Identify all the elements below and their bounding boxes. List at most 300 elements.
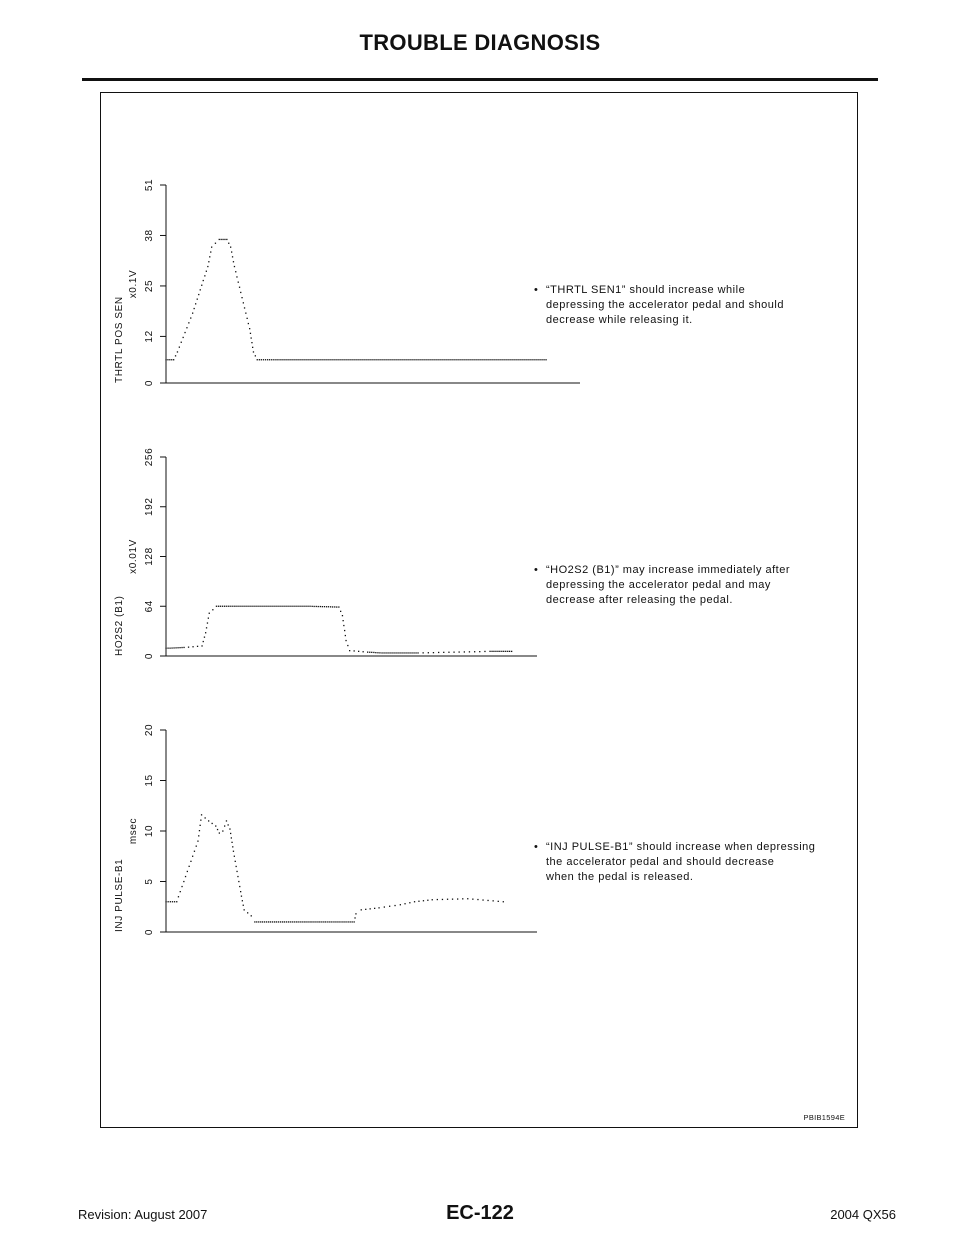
data-point bbox=[186, 327, 187, 328]
data-point bbox=[415, 652, 416, 653]
data-point bbox=[403, 359, 404, 360]
data-point bbox=[300, 921, 301, 922]
data-point bbox=[232, 606, 233, 607]
data-point bbox=[519, 359, 520, 360]
data-point bbox=[387, 359, 388, 360]
data-point bbox=[330, 606, 331, 607]
data-point bbox=[243, 606, 244, 607]
data-point bbox=[383, 359, 384, 360]
data-point bbox=[491, 651, 492, 652]
data-point bbox=[201, 814, 202, 815]
data-point bbox=[413, 652, 414, 653]
data-point bbox=[228, 606, 229, 607]
data-point bbox=[343, 625, 344, 626]
y-tick-label: 38 bbox=[144, 229, 155, 242]
y-tick-label: 128 bbox=[144, 547, 155, 566]
data-point bbox=[344, 630, 345, 631]
data-point bbox=[371, 652, 372, 653]
data-point bbox=[220, 606, 221, 607]
data-point bbox=[405, 652, 406, 653]
data-point bbox=[298, 921, 299, 922]
data-point bbox=[263, 606, 264, 607]
data-point bbox=[318, 606, 319, 607]
data-point bbox=[281, 359, 282, 360]
data-point bbox=[358, 651, 359, 652]
data-point bbox=[431, 359, 432, 360]
data-point bbox=[393, 652, 394, 653]
note-bullet: • bbox=[534, 564, 539, 576]
data-point bbox=[385, 652, 386, 653]
data-point bbox=[455, 359, 456, 360]
data-point bbox=[179, 647, 180, 648]
footer-revision: Revision: August 2007 bbox=[78, 1207, 208, 1222]
data-point bbox=[200, 289, 201, 290]
data-point bbox=[240, 891, 241, 892]
data-point bbox=[243, 302, 244, 303]
data-point bbox=[459, 651, 460, 652]
data-point bbox=[189, 866, 190, 867]
y-tick-label: 10 bbox=[144, 824, 155, 838]
data-point bbox=[457, 898, 458, 899]
data-point bbox=[419, 359, 420, 360]
data-point bbox=[375, 652, 376, 653]
data-point bbox=[479, 651, 480, 652]
data-point bbox=[209, 613, 210, 614]
data-point bbox=[374, 908, 375, 909]
data-point bbox=[206, 627, 207, 628]
data-point bbox=[415, 359, 416, 360]
data-point bbox=[315, 921, 316, 922]
data-point bbox=[201, 285, 202, 286]
data-point bbox=[239, 606, 240, 607]
data-point bbox=[239, 287, 240, 288]
data-point bbox=[395, 652, 396, 653]
axis-unit-label: x0.1V bbox=[128, 269, 139, 299]
data-point bbox=[284, 921, 285, 922]
data-point bbox=[435, 359, 436, 360]
data-point bbox=[449, 359, 450, 360]
data-point bbox=[285, 606, 286, 607]
data-point bbox=[168, 901, 169, 902]
data-point bbox=[232, 256, 233, 257]
data-point bbox=[452, 899, 453, 900]
data-point bbox=[198, 835, 199, 836]
data-point bbox=[242, 900, 243, 901]
data-point bbox=[179, 347, 180, 348]
data-point bbox=[230, 833, 231, 834]
note-text: “INJ PULSE-B1” should increase when depressing the accelerator pedal and should decrease when the pedal is released. bbox=[546, 841, 816, 883]
data-point bbox=[293, 359, 294, 360]
data-point bbox=[241, 606, 242, 607]
data-point bbox=[212, 609, 213, 610]
data-point bbox=[323, 359, 324, 360]
data-point bbox=[507, 359, 508, 360]
data-point bbox=[311, 359, 312, 360]
data-point bbox=[265, 359, 266, 360]
data-point bbox=[273, 606, 274, 607]
data-point bbox=[210, 251, 211, 252]
data-point bbox=[541, 359, 542, 360]
data-point bbox=[501, 359, 502, 360]
data-point bbox=[474, 651, 475, 652]
data-point bbox=[322, 606, 323, 607]
data-point bbox=[173, 647, 174, 648]
data-point bbox=[237, 606, 238, 607]
data-point bbox=[230, 247, 231, 248]
y-tick-label: 20 bbox=[144, 723, 155, 737]
page-title: TROUBLE DIAGNOSIS bbox=[359, 30, 601, 55]
data-point bbox=[207, 622, 208, 623]
data-point bbox=[432, 899, 433, 900]
data-point bbox=[411, 359, 412, 360]
data-point bbox=[378, 907, 379, 908]
data-point bbox=[171, 647, 172, 648]
data-point bbox=[511, 651, 512, 652]
axis-name-label: HO2S2 (B1) bbox=[114, 595, 125, 656]
y-tick-label: 51 bbox=[144, 178, 155, 192]
data-point bbox=[483, 359, 484, 360]
data-point bbox=[357, 359, 358, 360]
data-point bbox=[297, 359, 298, 360]
data-point bbox=[427, 359, 428, 360]
data-point bbox=[198, 294, 199, 295]
data-point bbox=[249, 606, 250, 607]
data-point bbox=[384, 906, 385, 907]
data-point bbox=[291, 359, 292, 360]
data-point bbox=[190, 317, 191, 318]
data-point bbox=[477, 899, 478, 900]
data-point bbox=[521, 359, 522, 360]
data-point bbox=[244, 307, 245, 308]
data-point bbox=[287, 359, 288, 360]
data-point bbox=[347, 359, 348, 360]
data-point bbox=[499, 359, 500, 360]
axis-name-label: THRTL POS SEN bbox=[114, 296, 125, 383]
data-point bbox=[216, 606, 217, 607]
data-point bbox=[217, 829, 218, 830]
data-point bbox=[231, 837, 232, 838]
data-point bbox=[288, 921, 289, 922]
data-point bbox=[309, 359, 310, 360]
data-point bbox=[501, 651, 502, 652]
data-point bbox=[479, 359, 480, 360]
data-point bbox=[505, 651, 506, 652]
data-point bbox=[245, 313, 246, 314]
y-tick-label: 192 bbox=[144, 497, 155, 516]
data-point bbox=[438, 652, 439, 653]
data-point bbox=[254, 921, 255, 922]
data-point bbox=[190, 861, 191, 862]
data-point bbox=[537, 359, 538, 360]
data-point bbox=[535, 359, 536, 360]
data-point bbox=[343, 620, 344, 621]
data-point bbox=[263, 359, 264, 360]
data-point bbox=[349, 359, 350, 360]
data-point bbox=[515, 359, 516, 360]
data-point bbox=[204, 637, 205, 638]
data-point bbox=[320, 606, 321, 607]
data-point bbox=[192, 646, 193, 647]
data-point bbox=[355, 359, 356, 360]
data-point bbox=[221, 239, 222, 240]
data-point bbox=[367, 359, 368, 360]
data-point bbox=[194, 308, 195, 309]
data-point bbox=[253, 351, 254, 352]
data-point bbox=[180, 891, 181, 892]
data-point bbox=[283, 606, 284, 607]
data-point bbox=[405, 359, 406, 360]
data-point bbox=[489, 359, 490, 360]
data-point bbox=[244, 909, 245, 910]
data-point bbox=[407, 652, 408, 653]
data-point bbox=[375, 359, 376, 360]
data-point bbox=[183, 337, 184, 338]
data-point bbox=[337, 921, 338, 922]
data-point bbox=[218, 606, 219, 607]
data-point bbox=[203, 280, 204, 281]
data-point bbox=[351, 359, 352, 360]
data-point bbox=[302, 921, 303, 922]
data-point bbox=[215, 243, 216, 244]
data-point bbox=[389, 652, 390, 653]
data-point bbox=[301, 359, 302, 360]
data-point bbox=[250, 333, 251, 334]
data-point bbox=[465, 359, 466, 360]
data-point bbox=[188, 647, 189, 648]
axis-unit-label: x0.01V bbox=[128, 539, 139, 574]
data-point bbox=[264, 921, 265, 922]
data-point bbox=[397, 652, 398, 653]
data-point bbox=[543, 359, 544, 360]
data-point bbox=[226, 820, 227, 821]
data-point bbox=[245, 606, 246, 607]
data-point bbox=[226, 606, 227, 607]
data-point bbox=[257, 359, 258, 360]
data-point bbox=[469, 359, 470, 360]
data-point bbox=[177, 351, 178, 352]
data-point bbox=[222, 830, 223, 831]
data-point bbox=[443, 652, 444, 653]
data-point bbox=[251, 915, 252, 916]
data-point bbox=[231, 842, 232, 843]
data-point bbox=[206, 271, 207, 272]
data-point bbox=[165, 648, 166, 649]
data-point bbox=[403, 652, 404, 653]
data-point bbox=[325, 921, 326, 922]
data-point bbox=[414, 901, 415, 902]
data-point bbox=[294, 921, 295, 922]
data-point bbox=[236, 866, 237, 867]
data-point bbox=[167, 359, 168, 360]
data-point bbox=[222, 606, 223, 607]
data-point bbox=[379, 359, 380, 360]
data-point bbox=[215, 825, 216, 826]
y-tick-label: 256 bbox=[144, 447, 155, 467]
data-point bbox=[224, 825, 225, 826]
data-point bbox=[482, 899, 483, 900]
data-point bbox=[462, 898, 463, 899]
data-point bbox=[305, 921, 306, 922]
data-point bbox=[340, 611, 341, 612]
data-point bbox=[260, 921, 261, 922]
data-point bbox=[381, 652, 382, 653]
data-point bbox=[272, 921, 273, 922]
data-point bbox=[307, 921, 308, 922]
data-point bbox=[464, 651, 465, 652]
data-point bbox=[350, 921, 351, 922]
data-point bbox=[200, 825, 201, 826]
data-point bbox=[231, 251, 232, 252]
note-ho2s2 bbox=[534, 563, 834, 608]
data-point bbox=[533, 359, 534, 360]
data-point bbox=[400, 904, 401, 905]
data-point bbox=[275, 359, 276, 360]
data-point bbox=[513, 359, 514, 360]
data-point bbox=[204, 275, 205, 276]
data-point bbox=[321, 921, 322, 922]
data-point bbox=[409, 652, 410, 653]
data-point bbox=[507, 651, 508, 652]
data-point bbox=[175, 355, 176, 356]
data-point bbox=[345, 640, 346, 641]
data-point bbox=[425, 359, 426, 360]
data-point bbox=[251, 337, 252, 338]
data-point bbox=[342, 615, 343, 616]
data-point bbox=[289, 606, 290, 607]
data-point bbox=[307, 606, 308, 607]
data-point bbox=[313, 921, 314, 922]
data-point bbox=[309, 921, 310, 922]
data-point bbox=[369, 652, 370, 653]
data-point bbox=[241, 896, 242, 897]
data-point bbox=[311, 921, 312, 922]
data-point bbox=[297, 606, 298, 607]
data-point bbox=[477, 359, 478, 360]
data-point bbox=[178, 896, 179, 897]
data-point bbox=[493, 651, 494, 652]
data-point bbox=[334, 606, 335, 607]
data-point bbox=[397, 359, 398, 360]
data-point bbox=[230, 606, 231, 607]
data-point bbox=[303, 359, 304, 360]
data-point bbox=[503, 651, 504, 652]
data-point bbox=[324, 606, 325, 607]
data-point bbox=[354, 921, 355, 922]
data-point bbox=[339, 359, 340, 360]
data-point bbox=[172, 901, 173, 902]
data-point bbox=[295, 606, 296, 607]
data-point bbox=[445, 359, 446, 360]
data-point bbox=[247, 318, 248, 319]
data-point bbox=[177, 647, 178, 648]
data-point bbox=[373, 359, 374, 360]
data-point bbox=[451, 359, 452, 360]
data-point bbox=[261, 606, 262, 607]
data-point bbox=[439, 359, 440, 360]
data-point bbox=[341, 359, 342, 360]
data-point bbox=[267, 606, 268, 607]
data-point bbox=[317, 921, 318, 922]
data-point bbox=[259, 359, 260, 360]
data-point bbox=[286, 921, 287, 922]
data-point bbox=[224, 606, 225, 607]
y-tick-label: 5 bbox=[144, 878, 155, 885]
data-point bbox=[200, 820, 201, 821]
data-point bbox=[305, 606, 306, 607]
data-point bbox=[417, 652, 418, 653]
data-point bbox=[171, 359, 172, 360]
data-point bbox=[523, 359, 524, 360]
data-point bbox=[276, 921, 277, 922]
data-point bbox=[389, 906, 390, 907]
data-point bbox=[359, 359, 360, 360]
data-point bbox=[393, 359, 394, 360]
data-point bbox=[517, 359, 518, 360]
data-point bbox=[411, 652, 412, 653]
data-point bbox=[399, 359, 400, 360]
data-point bbox=[266, 921, 267, 922]
data-point bbox=[481, 359, 482, 360]
data-point bbox=[197, 841, 198, 842]
data-point bbox=[268, 921, 269, 922]
data-point bbox=[423, 359, 424, 360]
data-point bbox=[401, 652, 402, 653]
data-point bbox=[234, 266, 235, 267]
data-point bbox=[467, 359, 468, 360]
data-point bbox=[265, 606, 266, 607]
data-point bbox=[505, 359, 506, 360]
data-point bbox=[232, 846, 233, 847]
data-point bbox=[499, 651, 500, 652]
data-point bbox=[253, 606, 254, 607]
data-point bbox=[252, 347, 253, 348]
data-point bbox=[387, 652, 388, 653]
data-point bbox=[345, 635, 346, 636]
data-point bbox=[176, 901, 177, 902]
data-point bbox=[283, 359, 284, 360]
data-point bbox=[205, 817, 206, 818]
data-point bbox=[399, 652, 400, 653]
data-point bbox=[493, 359, 494, 360]
data-point bbox=[401, 359, 402, 360]
data-point bbox=[325, 359, 326, 360]
data-point bbox=[183, 881, 184, 882]
data-point bbox=[282, 921, 283, 922]
data-point bbox=[173, 359, 174, 360]
data-point bbox=[369, 359, 370, 360]
data-point bbox=[503, 359, 504, 360]
data-point bbox=[493, 900, 494, 901]
data-point bbox=[463, 359, 464, 360]
data-point bbox=[352, 921, 353, 922]
data-point bbox=[487, 359, 488, 360]
data-point bbox=[377, 652, 378, 653]
data-point bbox=[367, 652, 368, 653]
data-point bbox=[255, 606, 256, 607]
data-point bbox=[197, 299, 198, 300]
y-tick-label: 0 bbox=[144, 652, 155, 660]
data-point bbox=[247, 912, 248, 913]
data-point bbox=[181, 886, 182, 887]
data-point bbox=[409, 902, 410, 903]
data-point bbox=[484, 651, 485, 652]
data-point bbox=[472, 899, 473, 900]
data-point bbox=[196, 846, 197, 847]
data-point bbox=[381, 359, 382, 360]
data-point bbox=[448, 652, 449, 653]
data-point bbox=[331, 921, 332, 922]
data-point bbox=[222, 239, 223, 240]
